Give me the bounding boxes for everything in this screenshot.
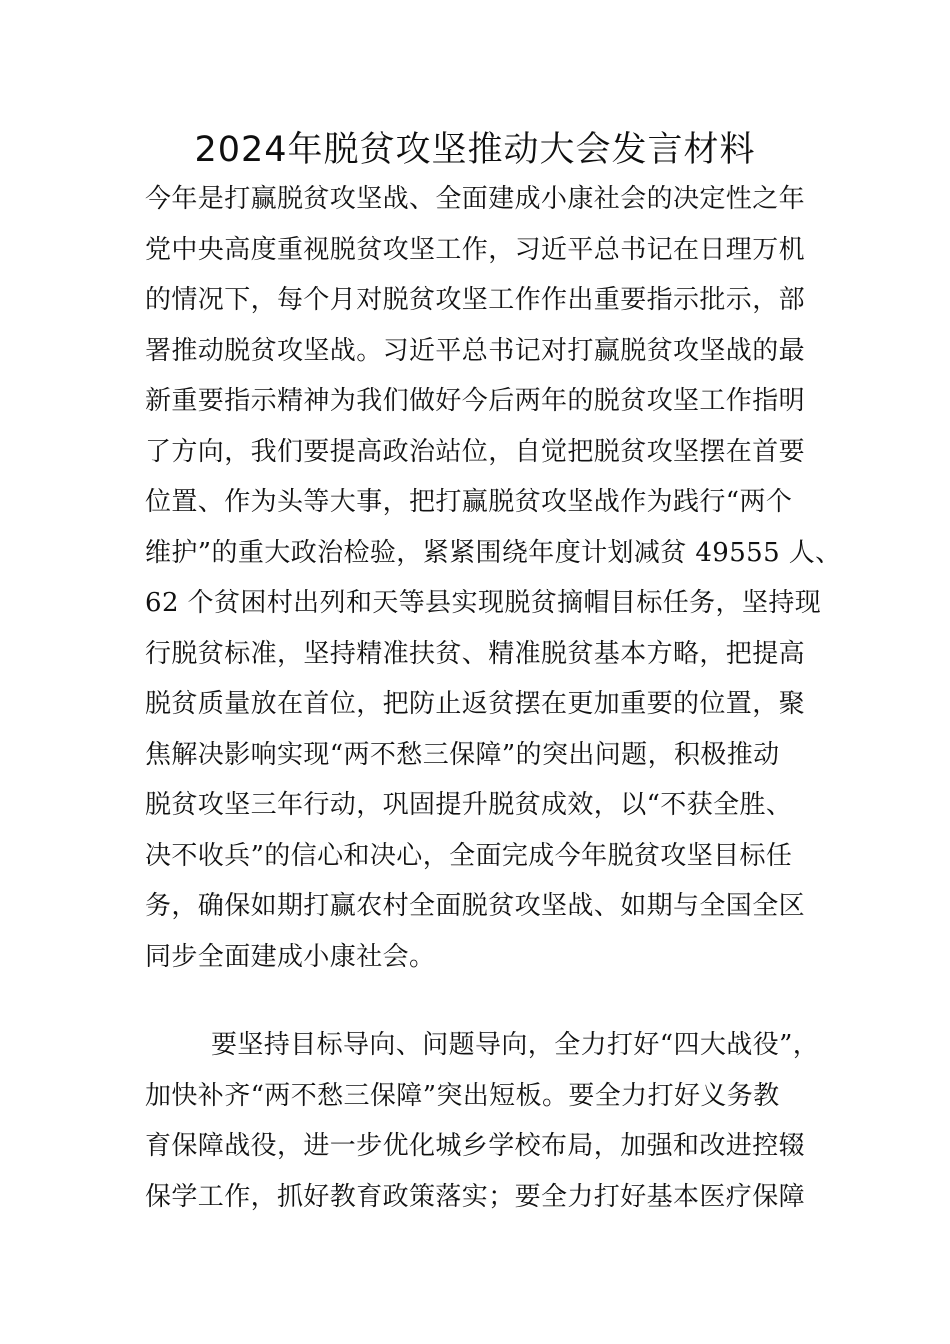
paragraph-2 [145,1020,825,1222]
document-title: 2024年脱贫攻坚推动大会发言材料 [194,130,756,170]
paragraph-line: 脱贫攻坚三年行动，巩固提升脱贫成效，以“不获全胜、 [145,790,793,820]
paragraph-line: 要坚持目标导向、问题导向，全力打好“四大战役”， [211,1030,820,1060]
paragraph-line: 加快补齐“两不愁三保障”突出短板。要全力打好义务教 [145,1080,780,1111]
paragraph-line: 今年是打赢脱贫攻坚战、全面建成小康社会的决定性之年 [145,184,806,214]
paragraph-line: 的情况下，每个月对脱贫攻坚工作作出重要指示批示，部 [145,285,806,315]
paragraph-line: 党中央高度重视脱贫攻坚工作，习近平总书记在日理万机 [145,234,806,265]
paragraph-line: 保学工作，抓好教育政策落实；要全力打好基本医疗保障 [145,1181,806,1212]
paragraph-line: 维护”的重大政治检验，紧紧围绕年度计划减贫 49555 人、 [145,537,842,568]
paragraph-line: 62 个贫困村出列和天等县实现脱贫摘帽目标任务，坚持现 [145,588,822,618]
paragraph-line: 焦解决影响实现“两不愁三保障”的突出问题，积极推动 [145,739,780,770]
paragraph-line: 新重要指示精神为我们做好今后两年的脱贫攻坚工作指明 [145,386,806,416]
paragraph-line: 决不收兵”的信心和决心，全面完成今年脱贫攻坚目标任 [145,840,793,871]
paragraph-line: 同步全面建成小康社会。 [145,941,436,972]
paragraph-line: 务，确保如期打赢农村全面脱贫攻坚战、如期与全国全区 [145,891,806,921]
paragraph-line: 脱贫质量放在首位，把防止返贫摆在更加重要的位置，聚 [145,689,806,719]
paragraph-line: 育保障战役，进一步优化城乡学校布局，加强和改进控辍 [145,1131,806,1161]
paragraph-1 [145,174,842,982]
paragraph-line: 行脱贫标准，坚持精准扶贫、精准脱贫基本方略，把提高 [145,638,806,669]
paragraph-line: 位置、作为头等大事，把打赢脱贫攻坚战作为践行“两个 [145,487,793,517]
paragraph-line: 了方向，我们要提高政治站位，自觉把脱贫攻坚摆在首要 [145,436,806,467]
paragraph-line: 署推动脱贫攻坚战。习近平总书记对打赢脱贫攻坚战的最 [145,335,806,366]
